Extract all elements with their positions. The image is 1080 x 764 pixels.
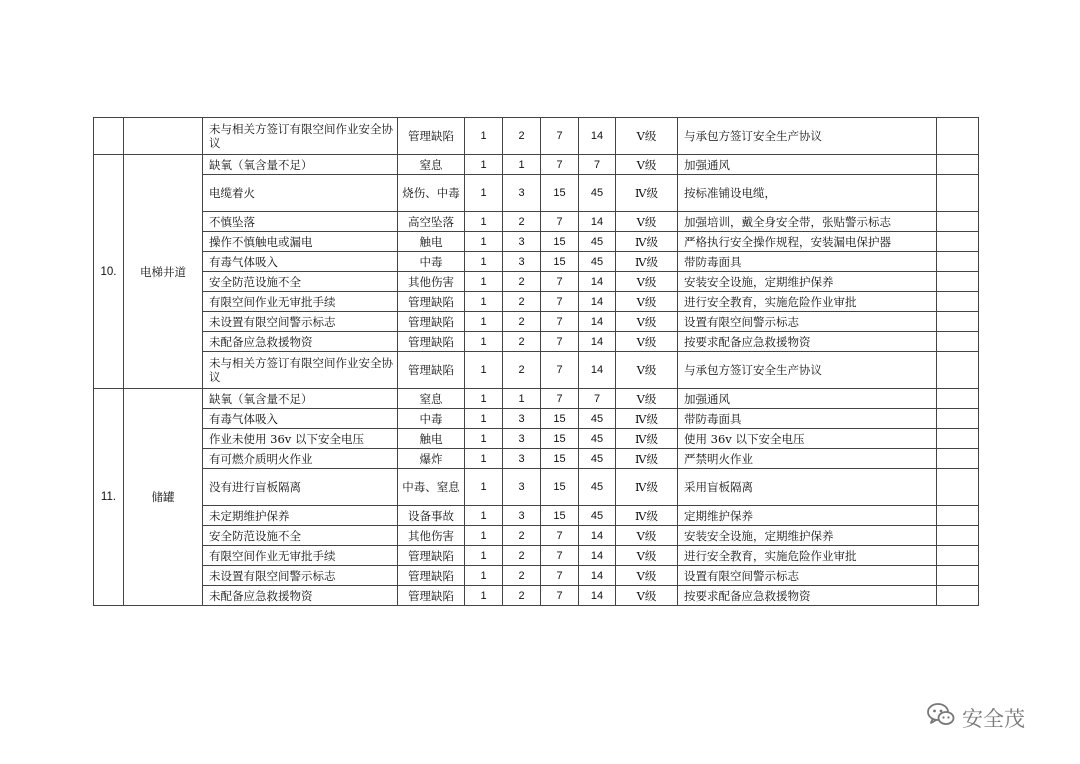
- remark-cell: [937, 252, 979, 272]
- c-cell: 7: [541, 586, 579, 606]
- remark-cell: [937, 409, 979, 429]
- measure-cell: 采用盲板隔离: [678, 469, 937, 506]
- d-cell: 14: [579, 312, 616, 332]
- d-cell: 45: [579, 449, 616, 469]
- d-cell: 45: [579, 232, 616, 252]
- d-cell: 14: [579, 332, 616, 352]
- measure-cell: 定期维护保养: [678, 506, 937, 526]
- c-cell: 7: [541, 155, 579, 175]
- c-cell: 7: [541, 312, 579, 332]
- l-cell: 1: [465, 389, 503, 409]
- hazard-cell: 有可燃介质明火作业: [203, 449, 398, 469]
- measure-cell: 与承包方签订安全生产协议: [678, 352, 937, 389]
- remark-cell: [937, 212, 979, 232]
- d-cell: 14: [579, 118, 616, 155]
- measure-cell: 与承包方签订安全生产协议: [678, 118, 937, 155]
- d-cell: 14: [579, 546, 616, 566]
- measure-cell: 安装安全设施，定期维护保养: [678, 272, 937, 292]
- d-cell: 14: [579, 352, 616, 389]
- consequence-cell: 其他伤害: [398, 272, 465, 292]
- hazard-cell: 缺氧（氧含量不足）: [203, 155, 398, 175]
- remark-cell: [937, 272, 979, 292]
- l-cell: 1: [465, 546, 503, 566]
- l-cell: 1: [465, 469, 503, 506]
- l-cell: 1: [465, 332, 503, 352]
- consequence-cell: 管理缺陷: [398, 586, 465, 606]
- hazard-cell: 安全防范设施不全: [203, 272, 398, 292]
- measure-cell: 严禁明火作业: [678, 449, 937, 469]
- table-row: [94, 449, 979, 469]
- e-cell: 2: [503, 118, 541, 155]
- consequence-cell: 管理缺陷: [398, 292, 465, 312]
- l-cell: 1: [465, 506, 503, 526]
- watermark: [926, 700, 1025, 735]
- c-cell: 15: [541, 409, 579, 429]
- l-cell: 1: [465, 449, 503, 469]
- wechat-icon: [926, 700, 956, 735]
- section-number: 10.: [94, 155, 124, 389]
- remark-cell: [937, 546, 979, 566]
- remark-cell: [937, 292, 979, 312]
- e-cell: 3: [503, 469, 541, 506]
- measure-cell: 按标准铺设电缆，: [678, 175, 937, 212]
- e-cell: 2: [503, 352, 541, 389]
- l-cell: 1: [465, 292, 503, 312]
- table-row: [94, 469, 979, 506]
- hazard-cell: 未与相关方签订有限空间作业安全协议: [203, 118, 398, 155]
- level-cell: Ⅴ级: [616, 389, 678, 409]
- remark-cell: [937, 312, 979, 332]
- c-cell: 15: [541, 429, 579, 449]
- table-row: [94, 232, 979, 252]
- level-cell: Ⅳ级: [616, 175, 678, 212]
- d-cell: 45: [579, 429, 616, 449]
- measure-cell: 进行安全教育，实施危险作业审批: [678, 546, 937, 566]
- hazard-cell: 缺氧（氧含量不足）: [203, 389, 398, 409]
- remark-cell: [937, 175, 979, 212]
- level-cell: Ⅴ级: [616, 586, 678, 606]
- c-cell: 15: [541, 449, 579, 469]
- remark-cell: [937, 155, 979, 175]
- d-cell: 14: [579, 526, 616, 546]
- remark-cell: [937, 429, 979, 449]
- location-name: 储罐: [124, 389, 203, 606]
- d-cell: 14: [579, 292, 616, 312]
- e-cell: 3: [503, 252, 541, 272]
- table-row: [94, 312, 979, 332]
- d-cell: 14: [579, 566, 616, 586]
- section-number: [94, 118, 124, 155]
- consequence-cell: 管理缺陷: [398, 312, 465, 332]
- e-cell: 2: [503, 292, 541, 312]
- l-cell: 1: [465, 232, 503, 252]
- measure-cell: 加强通风: [678, 389, 937, 409]
- hazard-cell: 未设置有限空间警示标志: [203, 312, 398, 332]
- hazard-cell: 有限空间作业无审批手续: [203, 292, 398, 312]
- l-cell: 1: [465, 252, 503, 272]
- l-cell: 1: [465, 155, 503, 175]
- measure-cell: 带防毒面具: [678, 252, 937, 272]
- e-cell: 3: [503, 449, 541, 469]
- c-cell: 7: [541, 292, 579, 312]
- e-cell: 2: [503, 332, 541, 352]
- e-cell: 2: [503, 526, 541, 546]
- d-cell: 14: [579, 272, 616, 292]
- c-cell: 15: [541, 469, 579, 506]
- l-cell: 1: [465, 118, 503, 155]
- level-cell: Ⅳ级: [616, 449, 678, 469]
- hazard-cell: 未设置有限空间警示标志: [203, 566, 398, 586]
- l-cell: 1: [465, 429, 503, 449]
- e-cell: 3: [503, 232, 541, 252]
- measure-cell: 安装安全设施，定期维护保养: [678, 526, 937, 546]
- remark-cell: [937, 469, 979, 506]
- d-cell: 14: [579, 586, 616, 606]
- l-cell: 1: [465, 312, 503, 332]
- hazard-cell: 有毒气体吸入: [203, 252, 398, 272]
- l-cell: 1: [465, 526, 503, 546]
- l-cell: 1: [465, 212, 503, 232]
- hazard-cell: 有毒气体吸入: [203, 409, 398, 429]
- table-row: [94, 272, 979, 292]
- hazard-cell: 没有进行盲板隔离: [203, 469, 398, 506]
- remark-cell: [937, 526, 979, 546]
- table-row: [94, 352, 979, 389]
- remark-cell: [937, 449, 979, 469]
- level-cell: Ⅴ级: [616, 312, 678, 332]
- consequence-cell: 管理缺陷: [398, 118, 465, 155]
- l-cell: 1: [465, 175, 503, 212]
- c-cell: 7: [541, 352, 579, 389]
- e-cell: 3: [503, 409, 541, 429]
- section-number: 11.: [94, 389, 124, 606]
- consequence-cell: 管理缺陷: [398, 352, 465, 389]
- table-row: [94, 332, 979, 352]
- consequence-cell: 其他伤害: [398, 526, 465, 546]
- l-cell: 1: [465, 409, 503, 429]
- consequence-cell: 中毒: [398, 409, 465, 429]
- consequence-cell: 烧伤、中毒: [398, 175, 465, 212]
- table-row: [94, 155, 979, 175]
- table-row: [94, 506, 979, 526]
- hazard-cell: 作业未使用 36v 以下安全电压: [203, 429, 398, 449]
- d-cell: 7: [579, 389, 616, 409]
- location-name: 电梯井道: [124, 155, 203, 389]
- table-row: [94, 292, 979, 312]
- d-cell: 45: [579, 409, 616, 429]
- d-cell: 7: [579, 155, 616, 175]
- e-cell: 2: [503, 212, 541, 232]
- consequence-cell: 管理缺陷: [398, 566, 465, 586]
- measure-cell: 加强通风: [678, 155, 937, 175]
- remark-cell: [937, 232, 979, 252]
- measure-cell: 加强培训，戴全身安全带，张贴警示标志: [678, 212, 937, 232]
- table-row: [94, 526, 979, 546]
- c-cell: 7: [541, 389, 579, 409]
- risk-assessment-table: [93, 117, 979, 606]
- e-cell: 2: [503, 312, 541, 332]
- consequence-cell: 高空坠落: [398, 212, 465, 232]
- consequence-cell: 管理缺陷: [398, 546, 465, 566]
- e-cell: 2: [503, 586, 541, 606]
- level-cell: Ⅴ级: [616, 566, 678, 586]
- l-cell: 1: [465, 586, 503, 606]
- d-cell: 45: [579, 252, 616, 272]
- level-cell: Ⅴ级: [616, 352, 678, 389]
- hazard-cell: 不慎坠落: [203, 212, 398, 232]
- e-cell: 3: [503, 506, 541, 526]
- e-cell: 1: [503, 389, 541, 409]
- level-cell: Ⅳ级: [616, 469, 678, 506]
- hazard-cell: 操作不慎触电或漏电: [203, 232, 398, 252]
- level-cell: Ⅳ级: [616, 506, 678, 526]
- measure-cell: 使用 36v 以下安全电压: [678, 429, 937, 449]
- l-cell: 1: [465, 566, 503, 586]
- hazard-cell: 未定期维护保养: [203, 506, 398, 526]
- level-cell: Ⅳ级: [616, 252, 678, 272]
- level-cell: Ⅳ级: [616, 429, 678, 449]
- risk-table-body: [94, 118, 979, 606]
- e-cell: 3: [503, 429, 541, 449]
- l-cell: 1: [465, 272, 503, 292]
- level-cell: Ⅴ级: [616, 292, 678, 312]
- hazard-cell: 未配备应急救援物资: [203, 332, 398, 352]
- level-cell: Ⅴ级: [616, 272, 678, 292]
- table-row: [94, 389, 979, 409]
- hazard-cell: 安全防范设施不全: [203, 526, 398, 546]
- table-row: [94, 175, 979, 212]
- c-cell: 7: [541, 332, 579, 352]
- e-cell: 2: [503, 272, 541, 292]
- table-row: [94, 566, 979, 586]
- c-cell: 7: [541, 272, 579, 292]
- c-cell: 7: [541, 212, 579, 232]
- c-cell: 15: [541, 252, 579, 272]
- d-cell: 45: [579, 469, 616, 506]
- l-cell: 1: [465, 352, 503, 389]
- c-cell: 7: [541, 546, 579, 566]
- c-cell: 15: [541, 506, 579, 526]
- c-cell: 7: [541, 526, 579, 546]
- level-cell: Ⅴ级: [616, 155, 678, 175]
- level-cell: Ⅳ级: [616, 409, 678, 429]
- consequence-cell: 窒息: [398, 389, 465, 409]
- measure-cell: 按要求配备应急救援物资: [678, 586, 937, 606]
- hazard-cell: 未配备应急救援物资: [203, 586, 398, 606]
- remark-cell: [937, 506, 979, 526]
- c-cell: 7: [541, 566, 579, 586]
- level-cell: Ⅴ级: [616, 526, 678, 546]
- level-cell: Ⅴ级: [616, 546, 678, 566]
- hazard-cell: 未与相关方签订有限空间作业安全协议: [203, 352, 398, 389]
- level-cell: Ⅳ级: [616, 232, 678, 252]
- remark-cell: [937, 566, 979, 586]
- table-row: [94, 546, 979, 566]
- table-row: [94, 409, 979, 429]
- watermark-text: 安全茂: [962, 706, 1025, 731]
- level-cell: Ⅴ级: [616, 212, 678, 232]
- location-name: [124, 118, 203, 155]
- table-row: [94, 586, 979, 606]
- d-cell: 14: [579, 212, 616, 232]
- table-row: [94, 429, 979, 449]
- measure-cell: 设置有限空间警示标志: [678, 566, 937, 586]
- e-cell: 2: [503, 546, 541, 566]
- level-cell: Ⅴ级: [616, 118, 678, 155]
- consequence-cell: 窒息: [398, 155, 465, 175]
- table-row: [94, 118, 979, 155]
- measure-cell: 严格执行安全操作规程，安装漏电保护器: [678, 232, 937, 252]
- consequence-cell: 触电: [398, 232, 465, 252]
- d-cell: 45: [579, 506, 616, 526]
- remark-cell: [937, 586, 979, 606]
- consequence-cell: 中毒: [398, 252, 465, 272]
- consequence-cell: 中毒、窒息: [398, 469, 465, 506]
- consequence-cell: 爆炸: [398, 449, 465, 469]
- e-cell: 3: [503, 175, 541, 212]
- consequence-cell: 管理缺陷: [398, 332, 465, 352]
- d-cell: 45: [579, 175, 616, 212]
- e-cell: 1: [503, 155, 541, 175]
- table-row: [94, 212, 979, 232]
- e-cell: 2: [503, 566, 541, 586]
- remark-cell: [937, 389, 979, 409]
- hazard-cell: 电缆着火: [203, 175, 398, 212]
- measure-cell: 进行安全教育，实施危险作业审批: [678, 292, 937, 312]
- c-cell: 15: [541, 175, 579, 212]
- c-cell: 15: [541, 232, 579, 252]
- measure-cell: 带防毒面具: [678, 409, 937, 429]
- consequence-cell: 设备事故: [398, 506, 465, 526]
- remark-cell: [937, 332, 979, 352]
- remark-cell: [937, 352, 979, 389]
- remark-cell: [937, 118, 979, 155]
- level-cell: Ⅴ级: [616, 332, 678, 352]
- measure-cell: 设置有限空间警示标志: [678, 312, 937, 332]
- table-row: [94, 252, 979, 272]
- hazard-cell: 有限空间作业无审批手续: [203, 546, 398, 566]
- consequence-cell: 触电: [398, 429, 465, 449]
- measure-cell: 按要求配备应急救援物资: [678, 332, 937, 352]
- c-cell: 7: [541, 118, 579, 155]
